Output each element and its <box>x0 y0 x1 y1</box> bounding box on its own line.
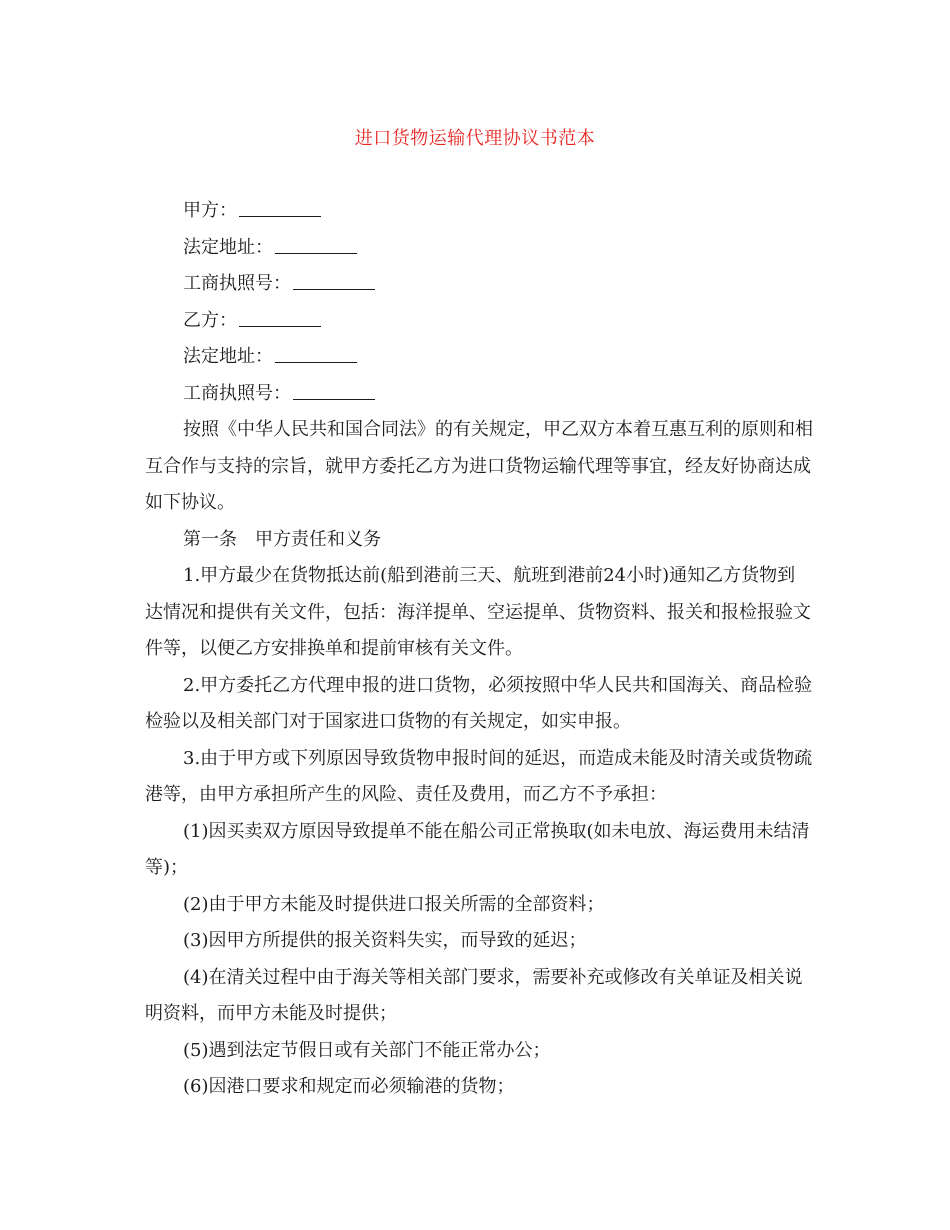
fill-blank <box>293 381 375 400</box>
field-label: 乙方： <box>183 309 237 331</box>
field-label: 甲方： <box>183 200 237 221</box>
sub-clause-paragraph: (5)遇到法定节假日或有关部门不能正常办公； <box>183 1039 551 1061</box>
field-label: 工商执照号： <box>183 273 291 294</box>
fill-blank <box>239 308 321 327</box>
sub-clause-paragraph: (1)因买卖双方原因导致提单不能在船公司正常换取(如未电放、海运费用未结清等)； <box>145 820 810 878</box>
document-body <box>145 193 813 1106</box>
clause-paragraph: 2.甲方委托乙方代理申报的进口货物，必须按照中华人民共和国海关、商品检验检验以及相关部门对于国家进口货物的有关规定，如实申报。 <box>145 674 813 732</box>
fill-blank <box>293 271 375 290</box>
sub-clause-paragraph: (4)在清关过程中由于海关等相关部门要求，需要补充或修改有关单证及相关说明资料，而甲方未能及时提供； <box>145 966 803 1024</box>
party-b-license-field <box>145 376 813 413</box>
field-label: 法定地址： <box>183 236 273 258</box>
document-title: 进口货物运输代理协议书范本 <box>354 128 596 149</box>
party-a-license-field <box>145 266 813 303</box>
field-label: 法定地址： <box>183 346 273 367</box>
preamble-paragraph: 按照《中华人民共和国合同法》的有关规定，甲乙双方本着互惠互利的原则和相互合作与支持的宗旨，就甲方委托乙方为进口货物运输代理等事宜，经友好协商达成如下协议。 <box>145 419 813 513</box>
fill-blank <box>239 198 321 217</box>
sub-clause-paragraph: (3)因甲方所提供的报关资料失实，而导致的延迟； <box>183 930 587 951</box>
sub-clause-paragraph: (2)由于甲方未能及时提供进口报关所需的全部资料； <box>183 893 605 915</box>
clause-paragraph: 1.甲方最少在货物抵达前(船到港前三天、航班到港前24小时)通知乙方货物到达情况和提供有关文件，包括：海洋提单、空运提单、货物资料、报关和报检报验文件等，以便乙方安排换单和提前审核有关文件。 <box>145 565 811 659</box>
clause-paragraph: 3.由于甲方或下列原因导致货物申报时间的延迟，而造成未能及时清关或货物疏港等，由甲方承担所产生的风险、责任及费用，而乙方不予承担： <box>145 747 813 805</box>
party-b-field <box>145 303 813 340</box>
party-b-address-field <box>145 339 813 376</box>
party-a-address-field <box>145 230 813 267</box>
fill-blank <box>275 235 357 254</box>
field-label: 工商执照号： <box>183 382 291 404</box>
fill-blank <box>275 344 357 363</box>
article-heading: 第一条 甲方责任和义务 <box>183 528 381 550</box>
sub-clause-paragraph: (6)因港口要求和规定而必须输港的货物； <box>183 1076 515 1097</box>
party-a-field <box>145 193 813 230</box>
